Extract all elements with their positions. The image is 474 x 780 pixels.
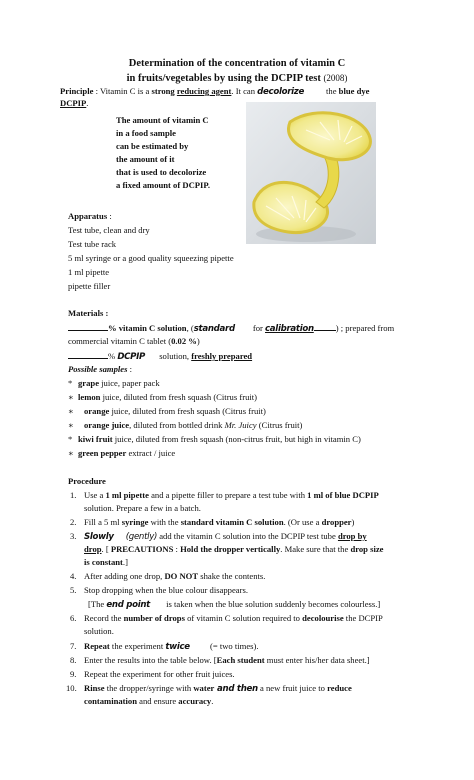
- procedure-step-3-cont-2: is constant.]: [84, 557, 128, 567]
- note-line-1: The amount of vitamin C: [116, 115, 209, 125]
- apparatus-item: 5 ml syringe or a good quality squeezing pipette: [68, 253, 234, 263]
- apparatus-item: Test tube, clean and dry: [68, 225, 150, 235]
- lemon-slice-icon: [246, 102, 376, 244]
- procedure-step-8: 8. Enter the results into the table below. [Each student must enter his/her data sheet.]: [70, 655, 370, 665]
- procedure-step-5-note: [The end point is taken when the blue solution suddenly becomes colourless.]: [88, 599, 381, 610]
- title-year: (2008): [323, 73, 348, 83]
- sample-item: ∗ orange juice, diluted from bottled drink Mr. Juicy (Citrus fruit): [68, 420, 303, 430]
- fill-in-blank: [68, 322, 108, 331]
- sample-item: ∗ green pepper extract / juice: [68, 448, 176, 458]
- principle-line-2: DCPIP.: [60, 98, 89, 108]
- document-title: [60, 56, 414, 86]
- procedure-step-4: 4. After adding one drop, DO NOT shake the contents.: [70, 571, 266, 581]
- procedure-step-10: 10. Rinse the dropper/syringe with water and then a new fruit juice to reduce: [66, 683, 352, 694]
- note-line-5: that is used to decolorize: [116, 167, 207, 177]
- procedure-step-7: 7. Repeat the experiment twice (= two times).: [70, 641, 259, 652]
- procedure-step-2: 2. Fill a 5 ml syringe with the standard vitamin C solution. (Or use a dropper): [70, 517, 355, 527]
- sample-item: * kiwi fruit juice, diluted from fresh squash (non-citrus fruit, but high in vitamin C): [68, 434, 361, 444]
- procedure-step-10-cont: contamination and ensure accuracy.: [84, 696, 214, 706]
- materials-item-dcpip: % DCPIP solution, freshly prepared: [68, 350, 252, 363]
- procedure-step-6-cont: solution.: [84, 626, 114, 636]
- materials-item-vitamin-c: % vitamin C solution, (standard for calibration ) ; prepared from: [68, 322, 394, 335]
- apparatus-item: 1 ml pipette: [68, 267, 110, 277]
- note-line-4: the amount of it: [116, 154, 175, 164]
- sample-item: ∗ orange juice, diluted from fresh squash (Citrus fruit): [68, 406, 266, 416]
- procedure-step-9: 9. Repeat the experiment for other fruit juices.: [70, 669, 235, 679]
- procedure-heading: Procedure: [68, 476, 106, 486]
- apparatus-item: pipette filler: [68, 281, 111, 291]
- apparatus-item: Test tube rack: [68, 239, 117, 249]
- procedure-step-1: 1. Use a 1 ml pipette and a pipette filler to prepare a test tube with 1 ml of blue DCPIP: [70, 490, 379, 500]
- procedure-step-6: 6. Record the number of drops of vitamin C solution required to decolourise the DCPIP: [70, 613, 383, 623]
- sample-item: ∗ lemon juice, diluted from fresh squash (Citrus fruit): [68, 392, 258, 402]
- lemon-slice-image: [246, 102, 376, 244]
- note-line-2: in a food sample: [116, 128, 176, 138]
- fill-in-blank: [68, 350, 108, 359]
- principle-decolorize: decolorize: [257, 87, 305, 97]
- fill-in-blank: [314, 322, 336, 331]
- procedure-step-5: 5. Stop dropping when the blue colour disappears.: [70, 585, 248, 595]
- title-line-1: Determination of the concentration of vitamin C: [128, 58, 346, 69]
- sample-item: * grape juice, paper pack: [68, 378, 160, 388]
- samples-heading: Possible samples :: [68, 364, 132, 374]
- note-line-3: can be estimated by: [116, 141, 189, 151]
- materials-heading: Materials :: [68, 308, 109, 318]
- procedure-step-3-cont: drop. [ PRECAUTIONS : Hold the dropper vertically. Make sure that the drop size: [84, 544, 384, 554]
- materials-item-vitamin-c-line-2: commercial vitamin C tablet (0.02 %): [68, 336, 200, 346]
- procedure-step-1-cont: solution. Prepare a few in a batch.: [84, 503, 201, 513]
- procedure-step-3: 3. Slowly (gently) add the vitamin C solution into the DCPIP test tube drop by: [70, 531, 367, 542]
- principle-line-1: Principle : Vitamin C is a strong reducing agent. It can decolorize the blue dye: [60, 86, 370, 97]
- title-line-2: in fruits/vegetables by using the DCPIP test (2008): [126, 73, 348, 84]
- apparatus-heading: Apparatus :: [68, 211, 112, 221]
- note-line-6: a fixed amount of DCPIP.: [116, 180, 210, 190]
